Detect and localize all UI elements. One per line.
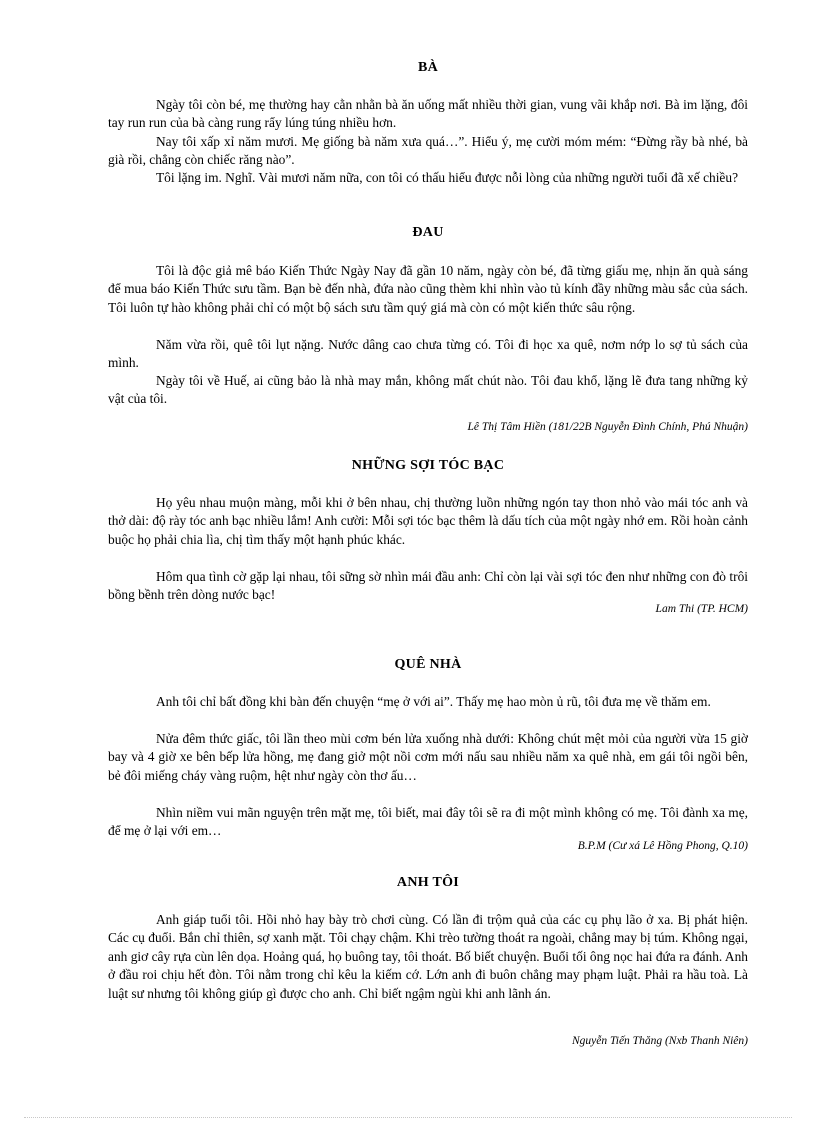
paragraph: Ngày tôi về Huế, ai cũng bảo là nhà may mắn, không mất chút nào. Tôi đau khổ, lặng lẽ đưa tang những kỷ vật của tôi. <box>108 373 748 407</box>
paragraph: Ngày tôi còn bé, mẹ thường hay cằn nhằn bà ăn uống mất nhiều thời gian, vung vãi khắp nơi. Bà im lặng, đôi tay run run của bà càng rung rẩy lúng túng nhiều hơn. <box>108 97 748 131</box>
paragraph: Anh giáp tuổi tôi. Hồi nhỏ hay bày trò chơi cùng. Có lần đi trộm quả của các cụ phụ lão ở xa. Bị phát hiện. Các cụ đuổi. Bắn chỉ thiên, sợ xanh mặt. Tôi chạy chậm. Khi trèo tường thoát ra ngoài, chẳng may bị túm. Không ngại, anh giơ cây rựa cùn lên dọa. Hoảng quá, họ buông tay, tôi thoát. Bố biết chuyện. Buổi tối ông nọc hai đứa ra đánh. Anh ở đầu roi chịu hết đòn. Tôi nằm trong chỉ kêu la kiếm cớ. Lớn anh đi buôn chẳng may phạm luật. Phải ra hầu toà. Là luật sư nhưng tôi không giúp gì được cho anh. Chỉ biết ngậm ngùi khi anh lãnh án. <box>108 912 748 1001</box>
section-title-nhung-soi-toc-bac: NHỮNG SỢI TÓC BẠC <box>351 458 505 473</box>
author-signature: Nguyễn Tiến Thăng (Nxb Thanh Niên) <box>571 1035 748 1047</box>
paragraph: Tôi lặng im. Nghĩ. Vài mươi năm nữa, con tôi có thấu hiểu được nỗi lòng của những người tuổi đã xế chiều? <box>156 170 739 185</box>
section-title-dau: ĐAU <box>412 225 444 240</box>
paragraph: Nửa đêm thức giấc, tôi lần theo mùi cơm bén lửa xuống nhà dưới: Không chút mệt mỏi của người vừa 15 giờ bay và 4 giờ xe bên bếp lửa hồng, mẹ đang giở một nồi cơm mới nấu sau nhiều năm xa quê nhà, em gái tôi ngồi bên, bẻ đôi miếng cháy vàng ruộm, hệt như ngày còn thơ ấu… <box>108 731 748 783</box>
paragraph: Nhìn niềm vui mãn nguyện trên mặt mẹ, tôi biết, mai đây tôi sẽ ra đi một mình không có mẹ. Tôi đành xa mẹ, để mẹ ở lại với em… <box>108 805 748 839</box>
paragraph: Hôm qua tình cờ gặp lại nhau, tôi sững sờ nhìn mái đầu anh: Chỉ còn lại vài sợi tóc đen như những con đò trôi bồng bềnh trên dòng nước bạc! <box>108 569 748 603</box>
paragraph: Họ yêu nhau muộn màng, mỗi khi ở bên nhau, chị thường luồn những ngón tay thon nhỏ vào mái tóc anh và thở dài: độ rày tóc anh bạc nhiều lắm! Anh cười: Mỗi sợi tóc bạc thêm là dấu tích của một ngày nhớ em. Rồi hoàn cảnh buộc họ phải chia lìa, chị tìm thấy một hạnh phúc khác. <box>108 495 748 547</box>
paragraph: Anh tôi chỉ bất đồng khi bàn đến chuyện “mẹ ở với ai”. Thấy mẹ hao mòn ủ rũ, tôi đưa mẹ về thăm em. <box>156 694 711 709</box>
author-signature: Lam Thi (TP. HCM) <box>655 603 748 615</box>
section-title-anh-toi: ANH TÔI <box>396 875 460 890</box>
section-title-que-nha: QUÊ NHÀ <box>394 657 462 672</box>
page-bottom-divider <box>24 1117 792 1118</box>
author-signature: B.P.M (Cư xá Lê Hồng Phong, Q.10) <box>577 840 748 852</box>
paragraph: Tôi là độc giả mê báo Kiến Thức Ngày Nay đã gần 10 năm, ngày còn bé, đã từng giấu mẹ, nhịn ăn quà sáng để mua báo Kiến Thức sưu tầm. Bạn bè đến nhà, đứa nào cũng thèm khi nhìn vào tủ kính đầy những màu sắc của sách. Tôi luôn tự hào không phải chỉ có một bộ sách sưu tầm quý giá mà còn có một kiến thức sâu rộng. <box>108 263 748 315</box>
paragraph: Nay tôi xấp xỉ năm mươi. Mẹ giống bà năm xưa quá…”. Hiểu ý, mẹ cười móm mém: “Đừng rầy bà nhé, bà già rồi, chẳng còn chiếc răng nào”. <box>108 134 748 168</box>
section-title-ba: BÀ <box>417 60 439 75</box>
paragraph: Năm vừa rồi, quê tôi lụt nặng. Nước dâng cao chưa từng có. Tôi đi học xa quê, nơm nớp lo sợ tủ sách của mình. <box>108 337 748 371</box>
author-signature: Lê Thị Tâm Hiền (181/22B Nguyễn Đình Chính, Phú Nhuận) <box>467 421 748 433</box>
